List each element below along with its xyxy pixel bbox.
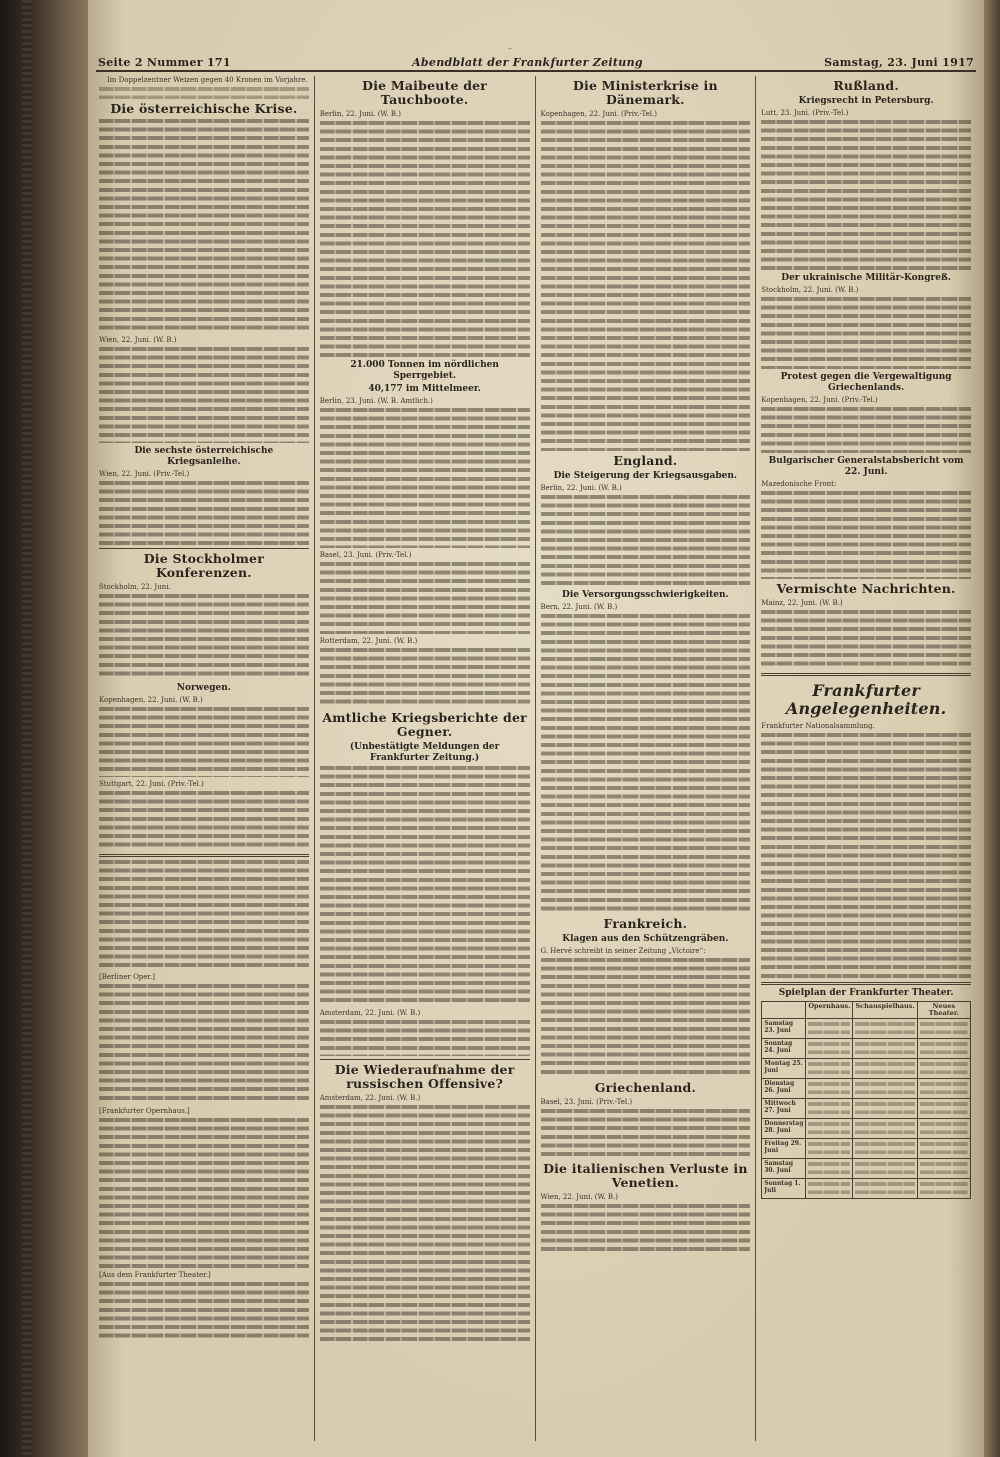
subheadline: Die Versorgungsschwierigkeiten. — [562, 590, 729, 600]
text-block — [920, 1022, 968, 1034]
text-block — [761, 733, 971, 979]
newspaper-page — [88, 0, 984, 1457]
dateline: Mazedonische Front: — [761, 480, 837, 488]
column-header: Neues Theater. — [917, 1002, 970, 1019]
text-block — [541, 121, 751, 451]
text-block — [99, 347, 309, 443]
intro-text: Im Doppelzentner Weizen gegen 40 Kronen im Vorjahre. — [107, 76, 308, 84]
column-4 — [756, 76, 976, 1441]
text-block — [99, 1118, 309, 1268]
day-cell: Samstag 30. Juni — [762, 1159, 806, 1179]
headline-italian-losses: Die italienischen Verluste in Venetien. — [543, 1161, 748, 1190]
dateline: Berlin, 22. Juni. (W. B.) — [540, 484, 622, 492]
text-block — [99, 860, 309, 970]
page-header — [96, 56, 976, 72]
columns — [94, 76, 976, 1441]
headline-u-boats: Die Maibeute der Tauchboote. — [362, 78, 488, 107]
divider — [761, 982, 971, 985]
text-block — [855, 1042, 914, 1054]
text-block — [808, 1122, 850, 1134]
section-heading: [Berliner Oper.] — [99, 973, 155, 981]
headline-frankfurt-affairs: Frankfurter Angelegenheiten. — [785, 681, 947, 718]
dateline: Berlin, 23. Juni. (W. B. Amtlich.) — [319, 397, 433, 405]
table-row — [762, 1099, 971, 1119]
headline-enemy-reports: Amtliche Kriegsberichte der Gegner. — [322, 710, 527, 739]
text-block — [320, 562, 530, 634]
dateline: Wien, 22. Juni. (W. B.) — [99, 336, 177, 344]
book-binding — [0, 0, 92, 1457]
headline-theater-schedule: Spielplan der Frankfurter Theater. — [778, 988, 954, 998]
binding-spine — [22, 0, 32, 1457]
text-block — [761, 491, 971, 579]
divider — [761, 673, 971, 676]
table-row — [762, 1139, 971, 1159]
table-row — [762, 1059, 971, 1079]
headline-greece: Griechenland. — [594, 1080, 697, 1095]
day-cell: Mittwoch 27. Juni — [762, 1099, 806, 1119]
divider — [99, 854, 309, 857]
dateline: Wien, 22. Juni. (W. B.) — [540, 1193, 619, 1201]
text-block — [808, 1102, 850, 1114]
text-block — [320, 1020, 530, 1056]
table-row — [762, 1079, 971, 1099]
table-row — [762, 1179, 971, 1199]
schedule-corner — [762, 1002, 806, 1019]
section-heading: [Frankfurter Opernhaus.] — [99, 1107, 190, 1115]
text-block — [920, 1122, 968, 1134]
text-block — [541, 958, 751, 1078]
day-cell: Samstag 23. Juni — [762, 1019, 806, 1039]
dateline: Stockholm, 22. Juni. — [99, 583, 171, 591]
text-block — [320, 766, 530, 1006]
dateline: Rotterdam, 22. Juni. (W. B.) — [319, 637, 418, 645]
column-2 — [315, 76, 536, 1441]
text-block — [541, 495, 751, 587]
page-mark: – — [508, 44, 512, 53]
table-row — [762, 1159, 971, 1179]
day-cell: Sonntag 1. Juli — [762, 1179, 806, 1199]
text-block — [99, 481, 309, 545]
text-block — [855, 1022, 914, 1034]
text-block — [541, 614, 751, 914]
dateline: Bern, 22. Juni. (W. B.) — [540, 603, 618, 611]
text-block — [920, 1102, 968, 1114]
dateline: Stockholm, 22. Juni. (W. B.) — [761, 286, 859, 294]
header-left: Seite 2 Nummer 171 — [98, 55, 231, 69]
text-block — [808, 1162, 850, 1174]
text-block — [320, 648, 530, 708]
text-block — [855, 1142, 914, 1154]
text-block — [920, 1042, 968, 1054]
page-edge-shadow — [984, 0, 1000, 1457]
text-block — [320, 121, 530, 357]
column-1 — [94, 76, 315, 1441]
headline-russian-offensive: Die Wiederaufnahme der russischen Offensive? — [334, 1062, 515, 1091]
text-block — [855, 1082, 914, 1094]
headline-war-loan: Die sechste österreichische Kriegsanleihe. — [134, 446, 274, 467]
headline-norway: Norwegen. — [176, 683, 231, 693]
column-3 — [536, 76, 757, 1441]
text-block — [855, 1162, 914, 1174]
column-header: Schauspielhaus. — [853, 1002, 917, 1019]
text-block — [808, 1182, 850, 1194]
headline-tonnage: 21.000 Tonnen im nördlichen Sperrgebiet. — [350, 360, 499, 381]
text-block — [541, 1109, 751, 1159]
day-cell: Dienstag 26. Juni — [762, 1079, 806, 1099]
header-title: Abendblatt der Frankfurter Zeitung — [412, 55, 643, 69]
dateline: Kopenhagen, 22. Juni. (W. B.) — [99, 696, 203, 704]
text-block — [320, 408, 530, 548]
day-cell: Freitag 29. Juni — [762, 1139, 806, 1159]
day-cell: Sonntag 24. Juni — [762, 1039, 806, 1059]
dateline: Mainz, 22. Juni. (W. B.) — [761, 599, 843, 607]
text-block — [761, 297, 971, 369]
text-block — [99, 984, 309, 1104]
text-block — [920, 1062, 968, 1074]
headline-denmark: Die Ministerkrise in Dänemark. — [572, 78, 718, 107]
dateline: Stuttgart, 22. Juni. (Priv.-Tel.) — [99, 780, 204, 788]
table-row — [762, 1019, 971, 1039]
day-cell: Montag 25. Juni — [762, 1059, 806, 1079]
column-header: Opernhaus. — [806, 1002, 853, 1019]
text-block — [808, 1142, 850, 1154]
text-block — [99, 707, 309, 777]
text-block — [920, 1142, 968, 1154]
subheadline: Die Steigerung der Kriegsausgaben. — [553, 471, 738, 481]
section-heading: [Aus dem Frankfurter Theater.] — [99, 1271, 211, 1279]
headline-greece-protest: Protest gegen die Vergewaltigung Griechenlands. — [780, 372, 952, 393]
headline-miscellaneous: Vermischte Nachrichten. — [776, 581, 956, 596]
text-block — [761, 407, 971, 453]
day-cell: Donnerstag 28. Juni — [762, 1119, 806, 1139]
dateline: Kopenhagen, 22. Juni. (Priv.-Tel.) — [761, 396, 878, 404]
text-block — [855, 1182, 914, 1194]
text-block — [99, 1282, 309, 1342]
headline-tonnage-sub: 40,177 im Mittelmeer. — [368, 384, 481, 394]
text-block — [808, 1062, 850, 1074]
dateline: Basel, 23. Juni. (Priv.-Tel.) — [540, 1098, 633, 1106]
subheadline: Klagen aus den Schützengräben. — [562, 934, 729, 944]
text-block — [855, 1122, 914, 1134]
headline-england: England. — [613, 453, 678, 468]
table-row — [762, 1119, 971, 1139]
subheadline: Kriegsrecht in Petersburg. — [798, 96, 934, 106]
text-block — [808, 1022, 850, 1034]
dateline: Wien, 22. Juni. (Priv.-Tel.) — [99, 470, 190, 478]
dateline: Lutt, 23. Juni. (Priv.-Tel.) — [761, 109, 849, 117]
headline-russia: Rußland. — [833, 78, 899, 93]
text-block — [99, 87, 309, 99]
headline-france: Frankreich. — [603, 916, 688, 931]
dateline: Amsterdam, 22. Juni. (W. B.) — [319, 1009, 421, 1017]
text-block — [920, 1162, 968, 1174]
dateline: Basel, 23. Juni. (Priv.-Tel.) — [319, 551, 412, 559]
table-row — [762, 1039, 971, 1059]
theater-schedule-table — [761, 1001, 971, 1199]
text-block — [761, 120, 971, 270]
text-block — [99, 594, 309, 680]
text-block — [808, 1042, 850, 1054]
text-block — [320, 1105, 530, 1345]
text-block — [541, 1204, 751, 1254]
dateline: Kopenhagen, 22. Juni. (Priv.-Tel.) — [540, 110, 657, 118]
text-block — [808, 1082, 850, 1094]
headline-stockholm: Die Stockholmer Konferenzen. — [143, 551, 264, 580]
dateline: Amsterdam, 22. Juni. (W. B.) — [319, 1094, 421, 1102]
headline-austria-crisis: Die österreichische Krise. — [110, 101, 298, 116]
dateline: Berlin, 22. Juni. (W. B.) — [319, 110, 401, 118]
text-block — [920, 1182, 968, 1194]
text-block — [99, 791, 309, 851]
dateline: G. Hervé schreibt in seiner Zeitung „Victoire“: — [540, 947, 706, 955]
text-block — [761, 610, 971, 670]
text-block — [855, 1062, 914, 1074]
headline-bulgarian-report: Bulgarischer Generalstabsbericht vom 22. Juni. — [768, 456, 964, 477]
text-block — [855, 1102, 914, 1114]
headline-enemy-reports-sub: (Unbestätigte Meldungen der Frankfurter Zeitung.) — [349, 742, 500, 763]
header-date: Samstag, 23. Juni 1917 — [824, 55, 974, 69]
divider — [320, 1059, 530, 1060]
text-block — [920, 1082, 968, 1094]
dateline: Frankfurter Nationalsammlung. — [761, 722, 875, 730]
headline-ukraine-congress: Der ukrainische Militär-Kongreß. — [781, 273, 951, 283]
divider — [99, 548, 309, 549]
text-block — [99, 119, 309, 333]
